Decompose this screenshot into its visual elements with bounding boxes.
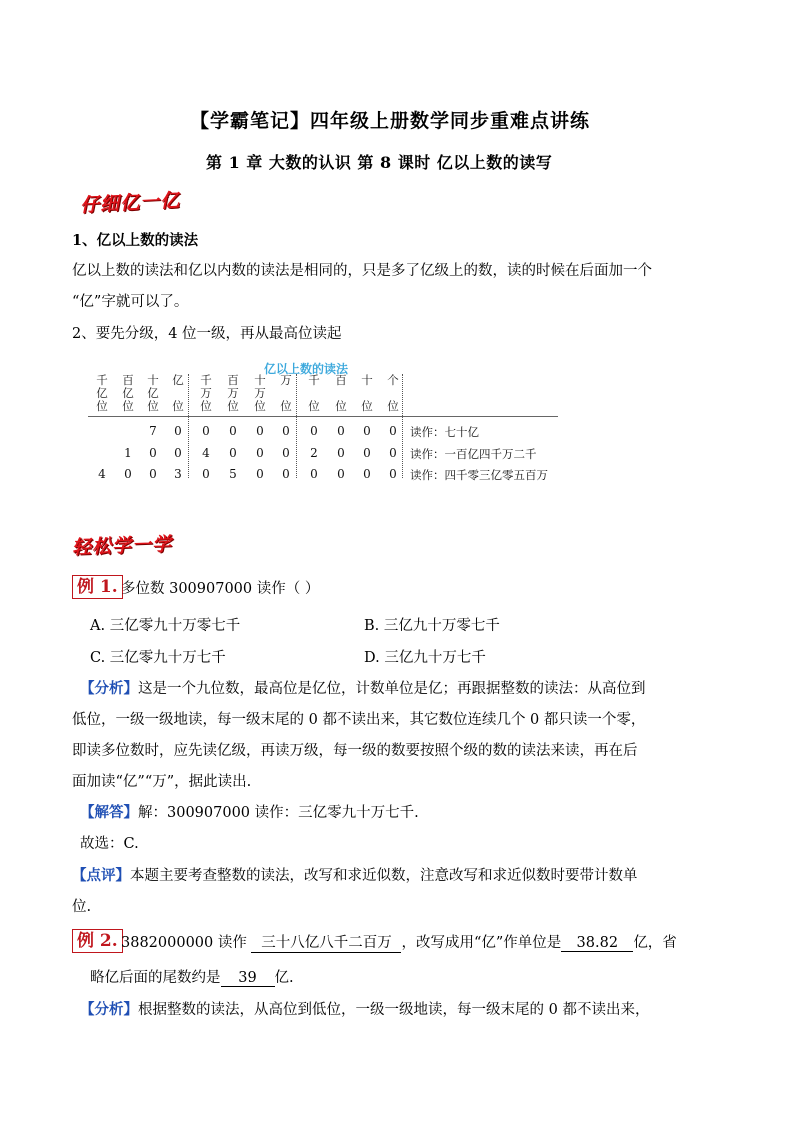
place-column-header: 十 亿 位 [147, 373, 159, 413]
place-digit: 0 [282, 467, 290, 481]
place-digit: 0 [389, 467, 397, 481]
place-column-header: 百 亿 位 [122, 373, 134, 413]
place-digit: 5 [229, 467, 237, 481]
example-1-question: 多位数 300907000 读作（ ） [121, 581, 320, 597]
comment-tag: 【点评】 [72, 867, 130, 884]
place-column-header: 个 位 [387, 373, 399, 413]
place-digit: 0 [363, 467, 371, 481]
place-digit: 0 [174, 446, 182, 460]
place-digit: 0 [229, 446, 237, 460]
row-reading: 读作：一百亿四千万二千 [410, 447, 537, 461]
example-2-label: 例 2. [72, 929, 123, 953]
ex2-text-4: 略亿后面的尾数约是 [90, 970, 221, 986]
place-digit: 7 [149, 424, 157, 438]
place-column-header: 千 亿 位 [96, 373, 108, 413]
table-divider [88, 416, 558, 417]
place-column-header: 万 位 [280, 373, 292, 413]
place-digit: 0 [363, 424, 371, 438]
ex2-text-5: 亿. [274, 970, 294, 986]
place-digit: 1 [124, 446, 132, 460]
place-digit: 4 [98, 467, 106, 481]
answer-tag: 【解答】 [80, 804, 138, 821]
place-column-header: 十 万 位 [254, 373, 266, 413]
page-title: 【学霸笔记】四年级上册数学同步重难点讲练 [190, 110, 591, 132]
place-column-header: 十 位 [361, 373, 373, 413]
place-digit: 0 [202, 424, 210, 438]
place-digit: 0 [124, 467, 132, 481]
example-1-answer [80, 801, 419, 822]
place-table-title: 亿以上数的读法 [264, 362, 349, 376]
analysis-text: 这是一个九位数，最高位是亿位，计数单位是亿；再跟据整数的读法：从高位到 [138, 681, 646, 697]
option-b: B. 三亿九十万零七千 [364, 618, 500, 634]
comment-text: 本题主要考查整数的读法，改写和求近似数，注意改写和求近似数时要带计数单 [130, 868, 638, 884]
ex2-analysis-tag: 【分析】 [80, 1001, 138, 1018]
group-divider [188, 374, 189, 478]
place-digit: 0 [310, 467, 318, 481]
row-reading: 读作：四千零三亿零五百万 [410, 468, 548, 482]
ex2-blank-reading: 三十八亿八千二百万 [251, 931, 401, 953]
section-heading-2: 轻松学一学 [71, 533, 173, 559]
ex2-text-3: 亿，省 [633, 935, 677, 951]
place-digit: 0 [229, 424, 237, 438]
place-digit: 0 [256, 424, 264, 438]
example-1-analysis-line3: 即读多位数时，应先读亿级，再读万级，每一级的数要按照个级的数的读法来读，再在后 [72, 743, 638, 759]
place-column-header: 亿 位 [172, 373, 184, 413]
place-digit: 0 [256, 446, 264, 460]
item1-title: 1、亿以上数的读法 [72, 232, 199, 249]
group-divider [296, 374, 297, 478]
place-digit: 0 [310, 424, 318, 438]
place-column-header: 千 万 位 [200, 373, 212, 413]
row-reading: 读作：七十亿 [410, 425, 479, 439]
ex2-blank-yi: 38.82 [561, 935, 633, 952]
example-1-choice: 故选：C. [80, 836, 139, 852]
example-2-line1 [121, 931, 677, 953]
place-digit: 0 [282, 424, 290, 438]
option-a: A. 三亿零九十万零七千 [90, 618, 241, 634]
option-d: D. 三亿九十万七千 [364, 650, 486, 666]
answer-text: 解：300907000 读作：三亿零九十万七千. [138, 805, 419, 821]
example-2-line2 [90, 966, 294, 987]
item1-line2: “亿”字就可以了。 [72, 294, 189, 310]
place-digit: 3 [174, 467, 182, 481]
example-1-analysis-line1 [80, 677, 646, 698]
analysis-tag: 【分析】 [80, 680, 138, 697]
place-digit: 0 [256, 467, 264, 481]
place-column-header: 百 位 [335, 373, 347, 413]
place-digit: 4 [202, 446, 210, 460]
place-column-header: 千 位 [308, 373, 320, 413]
place-digit: 0 [337, 424, 345, 438]
place-digit: 0 [389, 424, 397, 438]
place-digit: 0 [282, 446, 290, 460]
place-digit: 0 [149, 446, 157, 460]
place-digit: 2 [310, 446, 318, 460]
item2-title: 2、要先分级，4 位一级，再从最高位读起 [72, 326, 342, 342]
option-c: C. 三亿零九十万七千 [90, 650, 226, 666]
place-digit: 0 [174, 424, 182, 438]
place-digit: 0 [363, 446, 371, 460]
place-digit: 0 [337, 446, 345, 460]
place-digit: 0 [389, 446, 397, 460]
example-1-label: 例 1. [72, 575, 123, 599]
place-digit: 0 [149, 467, 157, 481]
page-subtitle: 第 1 章 大数的认识 第 8 课时 亿以上数的读写 [206, 153, 553, 172]
place-column-header: 百 万 位 [227, 373, 239, 413]
ex2-text-1: 3882000000 读作 [121, 935, 247, 951]
ex2-text-2: ，改写成用“亿”作单位是 [401, 935, 562, 951]
place-value-table [88, 356, 563, 480]
ex2-analysis-text: 根据整数的读法，从高位到低位，一级一级地读，每一级末尾的 0 都不读出来， [138, 1002, 650, 1018]
example-1-comment-line2: 位. [72, 899, 92, 915]
example-1-analysis-line2: 低位，一级一级地读，每一级末尾的 0 都不读出来，其它数位连续几个 0 都只读一个零， [72, 712, 646, 728]
place-digit: 0 [337, 467, 345, 481]
ex2-blank-approx: 39 [221, 970, 275, 987]
example-1-comment-line1 [72, 864, 638, 885]
place-digit: 0 [202, 467, 210, 481]
section-heading-1: 仔细亿一亿 [79, 189, 181, 217]
item1-line1: 亿以上数的读法和亿以内数的读法是相同的，只是多了亿级上的数，读的时候在后面加一个 [72, 263, 652, 279]
example-2-analysis [80, 998, 649, 1019]
example-1-analysis-line4: 面加读“亿”“万”，据此读出. [72, 774, 252, 790]
